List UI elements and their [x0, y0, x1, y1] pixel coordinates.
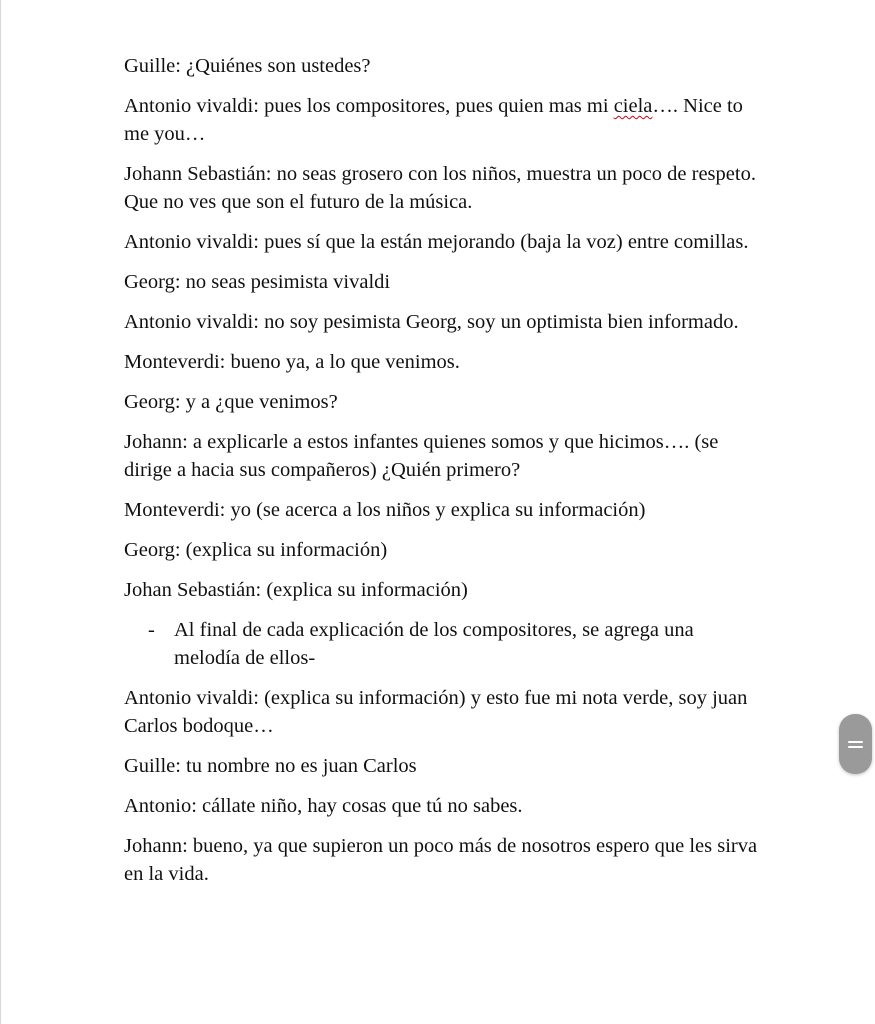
line-text-after: …. Nice to me you… [124, 95, 743, 145]
dialogue-line: Johann: bueno, ya que supieron un poco más de nosotros espero que les sirva en la vida. [124, 835, 758, 885]
dialogue-line: Johann Sebastián: no seas grosero con los niños, muestra un poco de respeto. Que no ves que son el futuro de la música. [124, 163, 756, 213]
dialogue-line: Johan Sebastián: (explica su información) [124, 579, 468, 601]
dialogue-line: Georg: y a ¿que venimos? [124, 391, 338, 413]
dialogue-line [124, 92, 764, 148]
dialogue-line: Antonio: cállate niño, hay cosas que tú no sabes. [124, 795, 523, 817]
dialogue-line: Georg: (explica su información) [124, 539, 388, 561]
dialogue-line: Antonio vivaldi: pues sí que la están mejorando (baja la voz) entre comillas. [124, 231, 749, 253]
dialogue-line: Monteverdi: bueno ya, a lo que venimos. [124, 351, 460, 373]
line-text-before: Antonio vivaldi: pues los compositores, pues quien mas mi [124, 95, 614, 117]
misspelled-word[interactable]: ciela [613, 95, 653, 117]
dialogue-line: Guille: ¿Quiénes son ustedes? [124, 55, 371, 77]
dialogue-line: Guille: tu nombre no es juan Carlos [124, 755, 417, 777]
bullet-text: Al final de cada explicación de los compositores, se agrega una melodía de ellos- [174, 619, 694, 669]
bullet-item [124, 616, 764, 672]
drag-handle-icon [848, 746, 863, 748]
dialogue-line: Antonio vivaldi: no soy pesimista Georg, soy un optimista bien informado. [124, 311, 739, 333]
drag-handle-icon [848, 741, 863, 743]
bullet-marker: - [148, 619, 155, 641]
dialogue-line: Georg: no seas pesimista vivaldi [124, 271, 391, 293]
dialogue-line: Johann: a explicarle a estos infantes quienes somos y que hicimos…. (se dirige a hacia sus compañeros) ¿Quién primero? [124, 431, 719, 481]
dialogue-line: Antonio vivaldi: (explica su información) y esto fue mi nota verde, soy juan Carlos bodoque… [124, 687, 748, 737]
scroll-handle[interactable] [839, 714, 872, 774]
dialogue-line: Monteverdi: yo (se acerca a los niños y explica su información) [124, 499, 646, 521]
document-body[interactable] [124, 52, 764, 900]
